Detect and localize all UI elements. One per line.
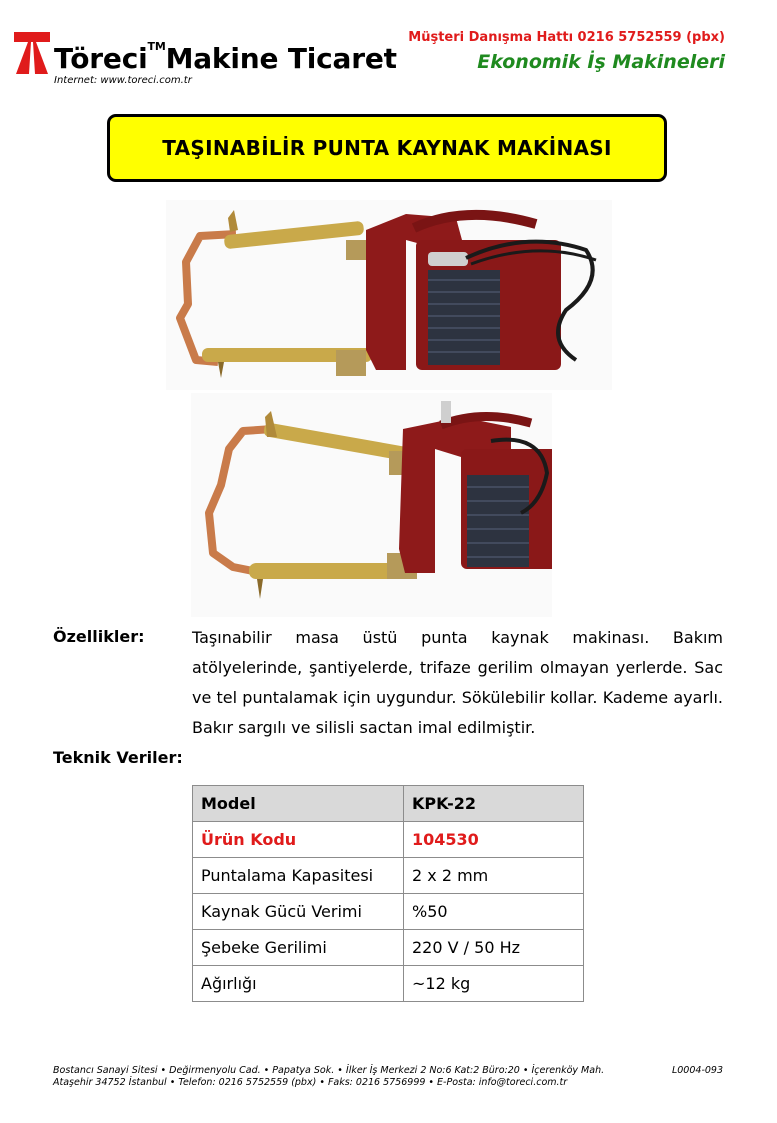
- table-row: [193, 822, 584, 858]
- table-row: [193, 786, 584, 822]
- spec-label: Model: [193, 786, 404, 822]
- hotline-text: Müşteri Danışma Hattı 0216 5752559 (pbx): [408, 30, 725, 45]
- table-row: [193, 930, 584, 966]
- spec-label: Şebeke Gerilimi: [193, 930, 404, 966]
- table-row: [193, 966, 584, 1002]
- spec-value: KPK-22: [404, 786, 584, 822]
- brand-name: Töreci™Makine Ticaret: [54, 40, 397, 75]
- specs-table: [192, 785, 584, 1002]
- spec-value: 104530: [404, 822, 584, 858]
- document-code: L0004-093: [671, 1065, 723, 1076]
- technical-data-label: Teknik Veriler:: [53, 748, 183, 767]
- product-photo-angled: [191, 393, 552, 617]
- spec-label: Ağırlığı: [193, 966, 404, 1002]
- spec-value: %50: [404, 894, 584, 930]
- title-banner: [107, 114, 667, 182]
- footer-contact: Ataşehir 34752 İstanbul • Telefon: 0216 5752559 (pbx) • Faks: 0216 5756999 • E-Posta: info@toreci.com.tr: [53, 1077, 568, 1088]
- table-row: [193, 894, 584, 930]
- footer-address: Bostancı Sanayi Sitesi • Değirmenyolu Cad. • Papatya Sok. • İlker İş Merkezi 2 No:6 Kat:2 Büro:20 • İçerenköy Mah.: [53, 1065, 605, 1076]
- table-row: [193, 858, 584, 894]
- features-label: Özellikler:: [53, 627, 145, 646]
- website-text: Internet: www.toreci.com.tr: [54, 75, 192, 86]
- spec-value: 2 x 2 mm: [404, 858, 584, 894]
- features-description: Taşınabilir masa üstü punta kaynak makinası. Bakım atölyelerinde, şantiyelerde, trifaze gerilim olmayan yerlerde. Sac ve tel puntalamak için uygundur. Sökülebilir kollar. Kademe ayarlı. Bakır sargılı ve silisli sactan imal edilmiştir.: [192, 628, 723, 737]
- spec-value: ~12 kg: [404, 966, 584, 1002]
- spec-label: Ürün Kodu: [193, 822, 404, 858]
- product-photo-side: [166, 200, 612, 390]
- slogan-text: Ekonomik İş Makineleri: [477, 51, 725, 73]
- page-title: TAŞINABİLİR PUNTA KAYNAK MAKİNASI: [162, 136, 612, 160]
- toreci-logo-icon: [14, 26, 50, 74]
- spec-label: Puntalama Kapasitesi: [193, 858, 404, 894]
- spec-label: Kaynak Gücü Verimi: [193, 894, 404, 930]
- spec-value: 220 V / 50 Hz: [404, 930, 584, 966]
